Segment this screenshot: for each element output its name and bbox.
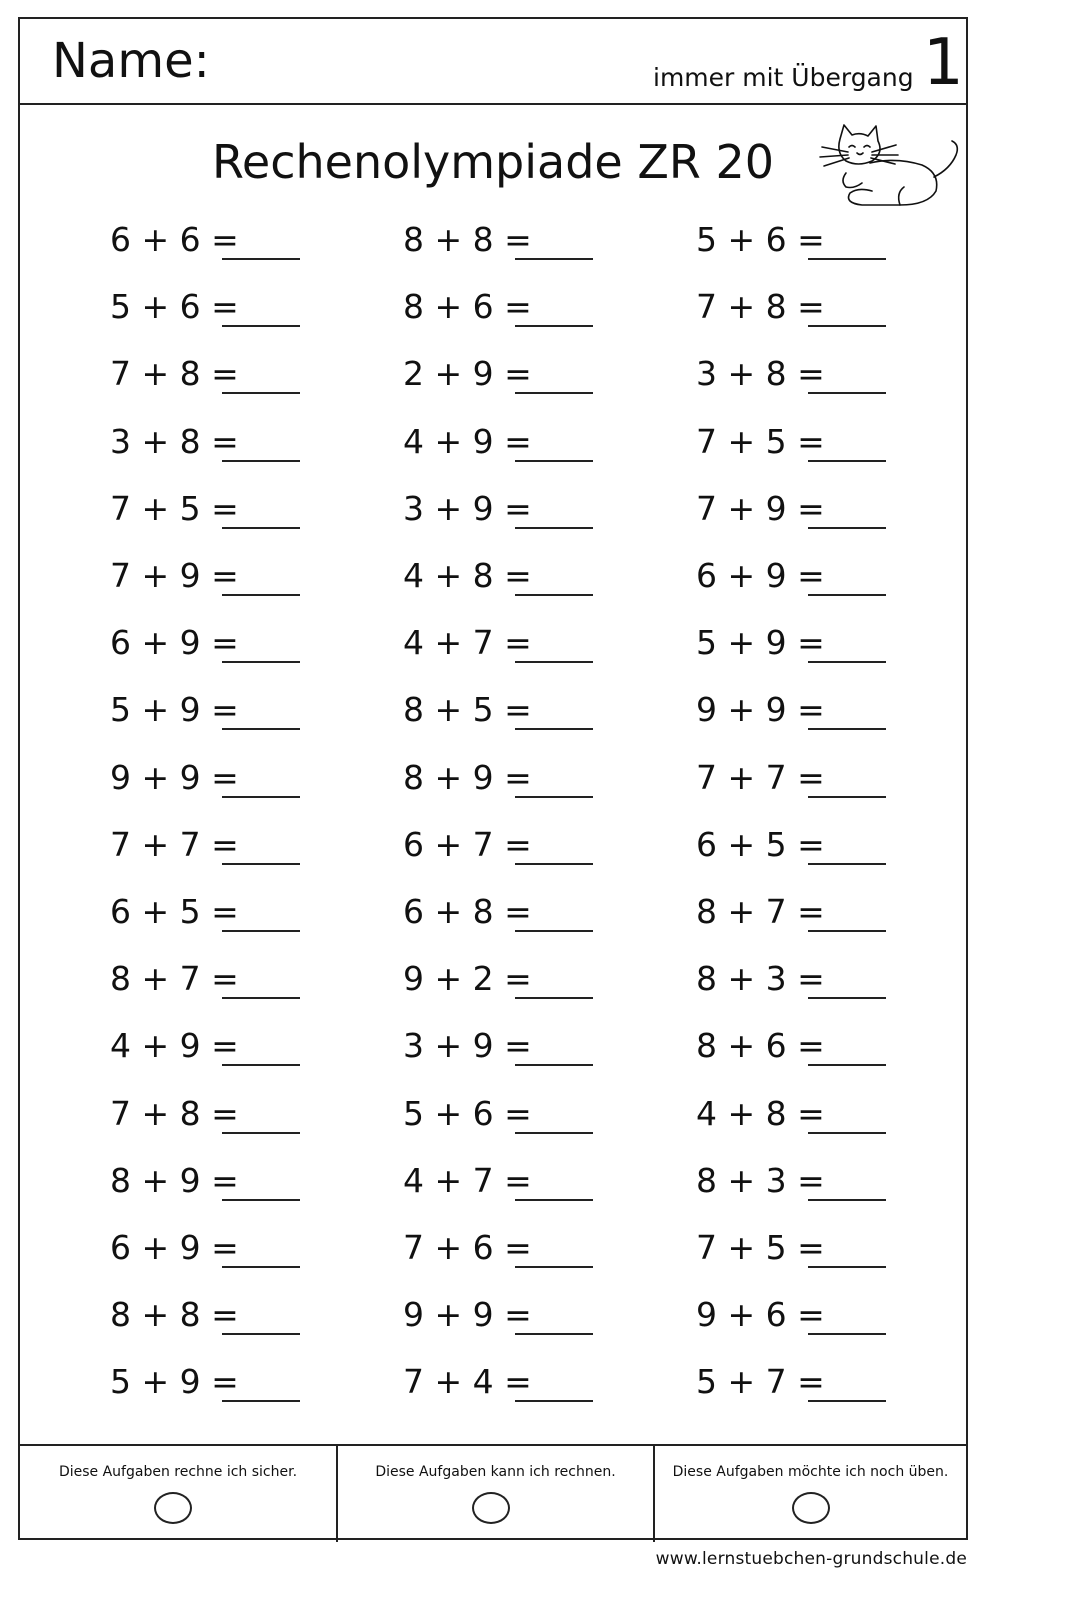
- exercise-row: [403, 1289, 703, 1355]
- exercise-expression: 7 + 8 =: [110, 354, 239, 394]
- answer-blank[interactable]: [808, 1400, 886, 1402]
- answer-blank[interactable]: [808, 863, 886, 865]
- exercise-row: [403, 819, 703, 885]
- exercise-expression: 7 + 5 =: [696, 421, 825, 461]
- answer-blank[interactable]: [222, 796, 300, 798]
- answer-blank[interactable]: [222, 325, 300, 327]
- worksheet-title: Rechenolympiade ZR 20: [212, 135, 774, 189]
- exercise-row: [696, 1020, 996, 1086]
- exercise-row: [403, 550, 703, 616]
- assessment-label: Diese Aufgaben kann ich rechnen.: [375, 1464, 616, 1480]
- exercise-expression: 9 + 2 =: [403, 959, 532, 999]
- answer-blank[interactable]: [222, 1064, 300, 1066]
- answer-blank[interactable]: [222, 728, 300, 730]
- exercise-row: [696, 348, 996, 414]
- exercise-row: [110, 281, 410, 347]
- answer-blank[interactable]: [222, 392, 300, 394]
- exercise-expression: 4 + 7 =: [403, 1160, 532, 1200]
- answer-blank[interactable]: [515, 1333, 593, 1335]
- exercise-row: [110, 483, 410, 549]
- exercise-row: [110, 953, 410, 1019]
- answer-blank[interactable]: [808, 325, 886, 327]
- exercise-expression: 8 + 9 =: [403, 757, 532, 797]
- exercise-row: [696, 886, 996, 952]
- answer-blank[interactable]: [515, 1132, 593, 1134]
- assessment-circle[interactable]: [472, 1492, 510, 1524]
- exercise-expression: 7 + 7 =: [696, 757, 825, 797]
- answer-blank[interactable]: [808, 1199, 886, 1201]
- exercise-row: [696, 684, 996, 750]
- exercise-expression: 6 + 9 =: [696, 556, 825, 595]
- exercise-row: [696, 617, 996, 683]
- exercise-row: [403, 214, 703, 280]
- answer-blank[interactable]: [515, 863, 593, 865]
- exercise-row: [403, 1088, 703, 1154]
- exercise-row: [110, 1222, 410, 1288]
- exercise-row: [110, 819, 410, 885]
- exercise-expression: 7 + 8 =: [110, 1093, 239, 1133]
- exercise-expression: 6 + 9 =: [110, 1228, 239, 1267]
- exercise-expression: 9 + 6 =: [696, 1295, 825, 1335]
- exercise-expression: 8 + 3 =: [696, 959, 825, 999]
- answer-blank[interactable]: [222, 258, 300, 260]
- exercise-expression: 6 + 9 =: [110, 623, 239, 663]
- exercise-row: [696, 1289, 996, 1355]
- assessment-cell-can: [336, 1446, 653, 1542]
- exercise-row: [110, 752, 410, 818]
- answer-blank[interactable]: [515, 997, 593, 999]
- exercise-row: [403, 617, 703, 683]
- exercise-expression: 6 + 8 =: [403, 892, 532, 931]
- exercise-row: [110, 1155, 410, 1221]
- exercise-expression: 8 + 8 =: [403, 220, 532, 259]
- answer-blank[interactable]: [515, 796, 593, 798]
- answer-blank[interactable]: [515, 258, 593, 260]
- exercise-row: [696, 1222, 996, 1288]
- exercise-expression: 6 + 5 =: [110, 892, 239, 931]
- answer-blank[interactable]: [515, 1400, 593, 1402]
- exercise-row: [110, 684, 410, 750]
- exercise-expression: 3 + 9 =: [403, 488, 532, 528]
- exercise-expression: 8 + 7 =: [110, 959, 239, 999]
- exercise-expression: 5 + 9 =: [110, 1362, 239, 1402]
- exercise-expression: 5 + 6 =: [110, 287, 239, 327]
- website-url: www.lernstuebchen-grundschule.de: [655, 1549, 967, 1569]
- exercise-row: [403, 281, 703, 347]
- answer-blank[interactable]: [222, 594, 300, 596]
- exercise-expression: 9 + 9 =: [403, 1295, 532, 1335]
- exercise-expression: 7 + 7 =: [110, 824, 239, 864]
- worksheet-subtitle: immer mit Übergang: [653, 63, 914, 92]
- exercise-expression: 6 + 5 =: [696, 824, 825, 864]
- exercise-row: [696, 1088, 996, 1154]
- exercise-expression: 7 + 9 =: [110, 556, 239, 595]
- exercise-row: [403, 483, 703, 549]
- exercise-expression: 5 + 6 =: [403, 1093, 532, 1133]
- assessment-label: Diese Aufgaben möchte ich noch üben.: [672, 1464, 949, 1480]
- exercise-expression: 9 + 9 =: [696, 690, 825, 730]
- exercise-expression: 3 + 9 =: [403, 1026, 532, 1066]
- answer-blank[interactable]: [808, 527, 886, 529]
- exercise-expression: 7 + 5 =: [110, 488, 239, 528]
- exercise-row: [403, 886, 703, 952]
- answer-blank[interactable]: [222, 1333, 300, 1335]
- exercise-expression: 5 + 9 =: [696, 623, 825, 663]
- exercise-row: [110, 348, 410, 414]
- answer-blank[interactable]: [808, 460, 886, 462]
- answer-blank[interactable]: [808, 392, 886, 394]
- exercise-row: [110, 617, 410, 683]
- exercise-expression: 8 + 6 =: [403, 287, 532, 327]
- answer-blank[interactable]: [808, 930, 886, 932]
- exercise-row: [696, 953, 996, 1019]
- answer-blank[interactable]: [515, 1266, 593, 1268]
- answer-blank[interactable]: [808, 1333, 886, 1335]
- exercise-row: [403, 1020, 703, 1086]
- answer-blank[interactable]: [222, 527, 300, 529]
- exercise-row: [403, 684, 703, 750]
- assessment-circle[interactable]: [154, 1492, 192, 1524]
- exercise-row: [110, 550, 410, 616]
- exercise-row: [110, 1356, 410, 1422]
- exercise-expression: 9 + 9 =: [110, 757, 239, 797]
- answer-blank[interactable]: [808, 258, 886, 260]
- exercise-expression: 4 + 8 =: [696, 1093, 825, 1133]
- answer-blank[interactable]: [808, 1064, 886, 1066]
- answer-blank[interactable]: [222, 930, 300, 932]
- assessment-label: Diese Aufgaben rechne ich sicher.: [58, 1464, 298, 1480]
- exercise-row: [110, 214, 410, 280]
- answer-blank[interactable]: [222, 863, 300, 865]
- exercise-expression: 6 + 7 =: [403, 824, 532, 864]
- exercise-row: [403, 1155, 703, 1221]
- answer-blank[interactable]: [808, 594, 886, 596]
- worksheet: [18, 17, 968, 1540]
- exercise-row: [110, 416, 410, 482]
- exercise-row: [110, 1088, 410, 1154]
- answer-blank[interactable]: [808, 796, 886, 798]
- exercise-row: [696, 1356, 996, 1422]
- answer-blank[interactable]: [515, 661, 593, 663]
- exercise-row: [403, 348, 703, 414]
- answer-blank[interactable]: [808, 728, 886, 730]
- exercise-row: [403, 1222, 703, 1288]
- answer-blank[interactable]: [515, 728, 593, 730]
- exercise-row: [403, 752, 703, 818]
- name-label: Name:: [52, 33, 210, 89]
- answer-blank[interactable]: [222, 1199, 300, 1201]
- answer-blank[interactable]: [515, 930, 593, 932]
- exercise-expression: 2 + 9 =: [403, 354, 532, 394]
- answer-blank[interactable]: [515, 460, 593, 462]
- exercise-row: [696, 1155, 996, 1221]
- answer-blank[interactable]: [515, 1064, 593, 1066]
- answer-blank[interactable]: [515, 1199, 593, 1201]
- answer-blank[interactable]: [515, 594, 593, 596]
- exercise-expression: 3 + 8 =: [110, 421, 239, 461]
- answer-blank[interactable]: [222, 661, 300, 663]
- exercise-row: [696, 281, 996, 347]
- answer-blank[interactable]: [222, 997, 300, 999]
- answer-blank[interactable]: [808, 1266, 886, 1268]
- assessment-circle[interactable]: [792, 1492, 830, 1524]
- answer-blank[interactable]: [808, 997, 886, 999]
- exercise-expression: 5 + 7 =: [696, 1362, 825, 1402]
- exercise-row: [696, 483, 996, 549]
- exercise-expression: 4 + 8 =: [403, 556, 532, 595]
- exercise-row: [110, 1020, 410, 1086]
- exercise-row: [696, 416, 996, 482]
- answer-blank[interactable]: [515, 325, 593, 327]
- exercise-row: [696, 214, 996, 280]
- exercise-expression: 7 + 4 =: [403, 1362, 532, 1402]
- exercise-expression: 8 + 9 =: [110, 1160, 239, 1200]
- exercise-expression: 8 + 5 =: [403, 690, 532, 730]
- exercise-expression: 4 + 9 =: [110, 1026, 239, 1066]
- exercise-expression: 7 + 6 =: [403, 1228, 532, 1267]
- exercise-expression: 5 + 6 =: [696, 220, 825, 259]
- exercise-expression: 7 + 9 =: [696, 488, 825, 528]
- sheet-number: 1: [923, 26, 964, 100]
- answer-blank[interactable]: [515, 527, 593, 529]
- cat-icon: [800, 119, 970, 219]
- exercise-expression: 4 + 7 =: [403, 623, 532, 663]
- exercise-row: [696, 752, 996, 818]
- exercise-expression: 8 + 3 =: [696, 1160, 825, 1200]
- exercise-row: [403, 1356, 703, 1422]
- exercise-row: [110, 1289, 410, 1355]
- answer-blank[interactable]: [222, 1400, 300, 1402]
- exercise-row: [403, 953, 703, 1019]
- exercise-expression: 6 + 6 =: [110, 220, 239, 259]
- exercise-expression: 7 + 8 =: [696, 287, 825, 327]
- exercise-expression: 8 + 8 =: [110, 1295, 239, 1335]
- exercise-expression: 5 + 9 =: [110, 690, 239, 730]
- exercise-expression: 4 + 9 =: [403, 421, 532, 461]
- answer-blank[interactable]: [222, 460, 300, 462]
- exercise-expression: 8 + 6 =: [696, 1026, 825, 1066]
- answer-blank[interactable]: [515, 392, 593, 394]
- answer-blank[interactable]: [222, 1132, 300, 1134]
- exercise-row: [403, 416, 703, 482]
- exercise-expression: 8 + 7 =: [696, 892, 825, 931]
- assessment-cell-sure: [20, 1446, 336, 1542]
- exercise-expression: 7 + 5 =: [696, 1228, 825, 1267]
- answer-blank[interactable]: [808, 661, 886, 663]
- header: [20, 19, 966, 105]
- self-assessment-footer: [20, 1444, 966, 1542]
- exercise-row: [696, 819, 996, 885]
- answer-blank[interactable]: [808, 1132, 886, 1134]
- answer-blank[interactable]: [222, 1266, 300, 1268]
- exercise-row: [110, 886, 410, 952]
- assessment-cell-practice: [653, 1446, 966, 1542]
- exercise-expression: 3 + 8 =: [696, 354, 825, 394]
- exercise-row: [696, 550, 996, 616]
